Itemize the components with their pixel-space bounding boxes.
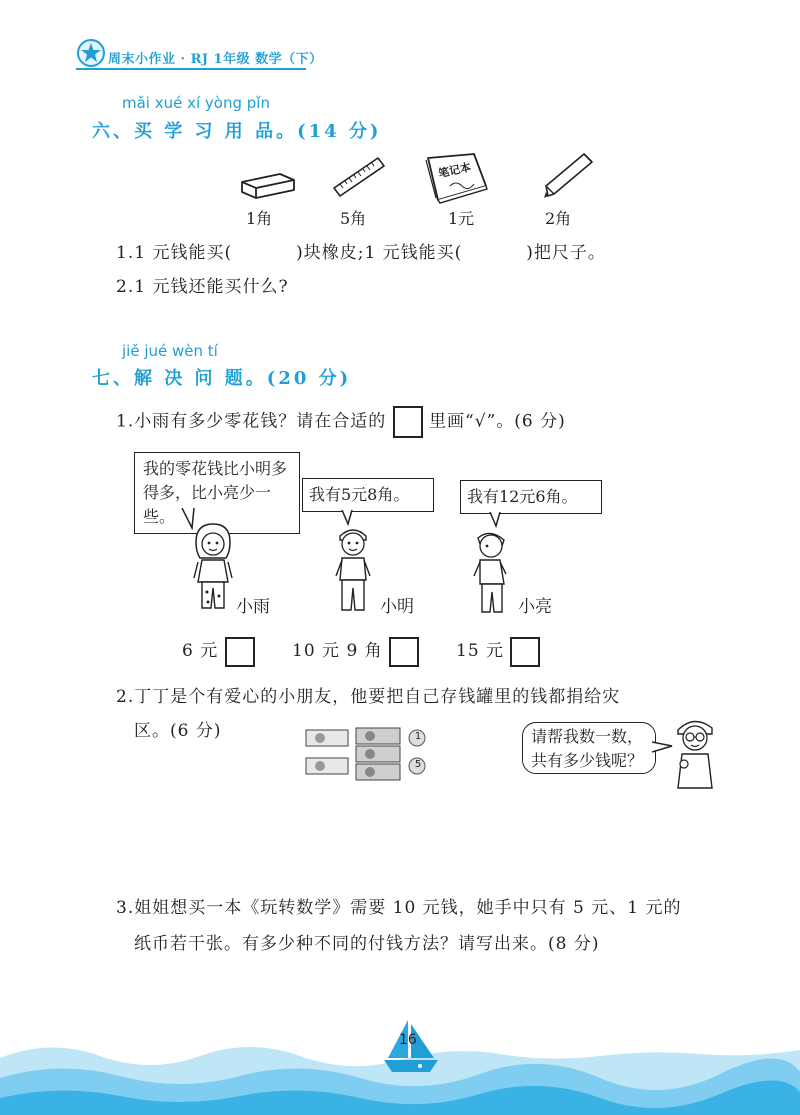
section7-question-2-line1: 2.丁丁是个有爱心的小朋友，他要把自己存钱罐里的钱都捐给灾 (116, 687, 621, 707)
sample-checkbox (393, 406, 423, 438)
option-6-yuan (182, 636, 255, 667)
ruler-icon (330, 154, 386, 200)
pencil-icon (540, 150, 596, 200)
speech-bubble-xiaoming: 我有5元8角。 (302, 478, 434, 512)
pencil-price: 2角 (545, 209, 572, 228)
option-label: 10 元 9 角 (292, 641, 383, 661)
q1-text-a: 1.1 元钱能买( (116, 243, 233, 263)
section7-question-3-line1: 3.姐姐想买一本《玩转数学》需要 10 元钱，她手中只有 5 元、1 元的 (116, 898, 682, 918)
q7-1-text-a: 1.小雨有多少零花钱？请在合适的 (116, 411, 387, 432)
boy-dingding-icon (670, 714, 720, 792)
option-label: 15 元 (456, 641, 505, 661)
header-title: 周末小作业 · RJ 1年级 数学（下） (108, 52, 323, 67)
notebook-icon (420, 150, 490, 204)
girl-xiaoyu-icon (188, 520, 238, 614)
option-checkbox-10-yuan-9-jiao[interactable] (389, 637, 419, 667)
name-xiaoyu: 小雨 (236, 597, 270, 617)
money-banknotes-icon (304, 724, 430, 784)
section6-question-2: 2.1 元钱还能买什么? (116, 277, 289, 297)
coin-label-1: 1 (414, 731, 422, 742)
q1-text-b: )块橡皮;1 元钱能买( (296, 243, 463, 263)
page-number: 16 (399, 1032, 417, 1048)
notebook-cover-text: 笔记本 (437, 160, 473, 181)
name-xiaoliang: 小亮 (518, 597, 552, 617)
eraser-price: 1角 (246, 209, 273, 228)
option-10-yuan-9-jiao (292, 636, 419, 667)
speech-bubble-xiaoyu: 我的零花钱比小明多得多，比小亮少一些。 (134, 452, 300, 534)
speech-bubble-xiaoliang: 我有12元6角。 (460, 480, 602, 514)
eraser-icon (236, 168, 298, 202)
option-checkbox-15-yuan[interactable] (510, 637, 540, 667)
header-logo-icon (76, 38, 106, 68)
boy-xiaoming-icon (330, 522, 376, 614)
section7-title: 七、解 决 问 题。(20 分) (92, 368, 352, 389)
section7-question-2-line2: 区。(6 分) (134, 721, 222, 741)
name-xiaoming: 小明 (380, 597, 414, 617)
section6-question-1 (116, 238, 606, 263)
q1-text-c: )把尺子。 (526, 243, 606, 263)
q7-1-text-b: 里画“√”。(6 分) (429, 411, 566, 432)
section7-question-1 (116, 406, 566, 438)
bubble-tail-icon (488, 512, 506, 528)
option-checkbox-6-yuan[interactable] (225, 637, 255, 667)
notebook-price: 1元 (448, 209, 475, 228)
speech-bubble-dingding: 请帮我数一数，共有多少钱呢？ (522, 722, 656, 774)
coin-label-5: 5 (414, 759, 422, 770)
ruler-price: 5角 (340, 209, 367, 228)
boy-xiaoliang-icon (468, 528, 514, 616)
section7-question-3-line2: 纸币若干张。有多少种不同的付钱方法？请写出来。(8 分) (134, 934, 600, 954)
option-15-yuan (456, 636, 540, 667)
section6-title: 六、买 学 习 用 品。(14 分) (92, 121, 382, 142)
option-label: 6 元 (182, 641, 219, 661)
section6-pinyin: mǎi xué xí yòng pǐn (122, 94, 270, 112)
header-divider (76, 68, 306, 70)
section7-pinyin: jiě jué wèn tí (122, 342, 218, 360)
